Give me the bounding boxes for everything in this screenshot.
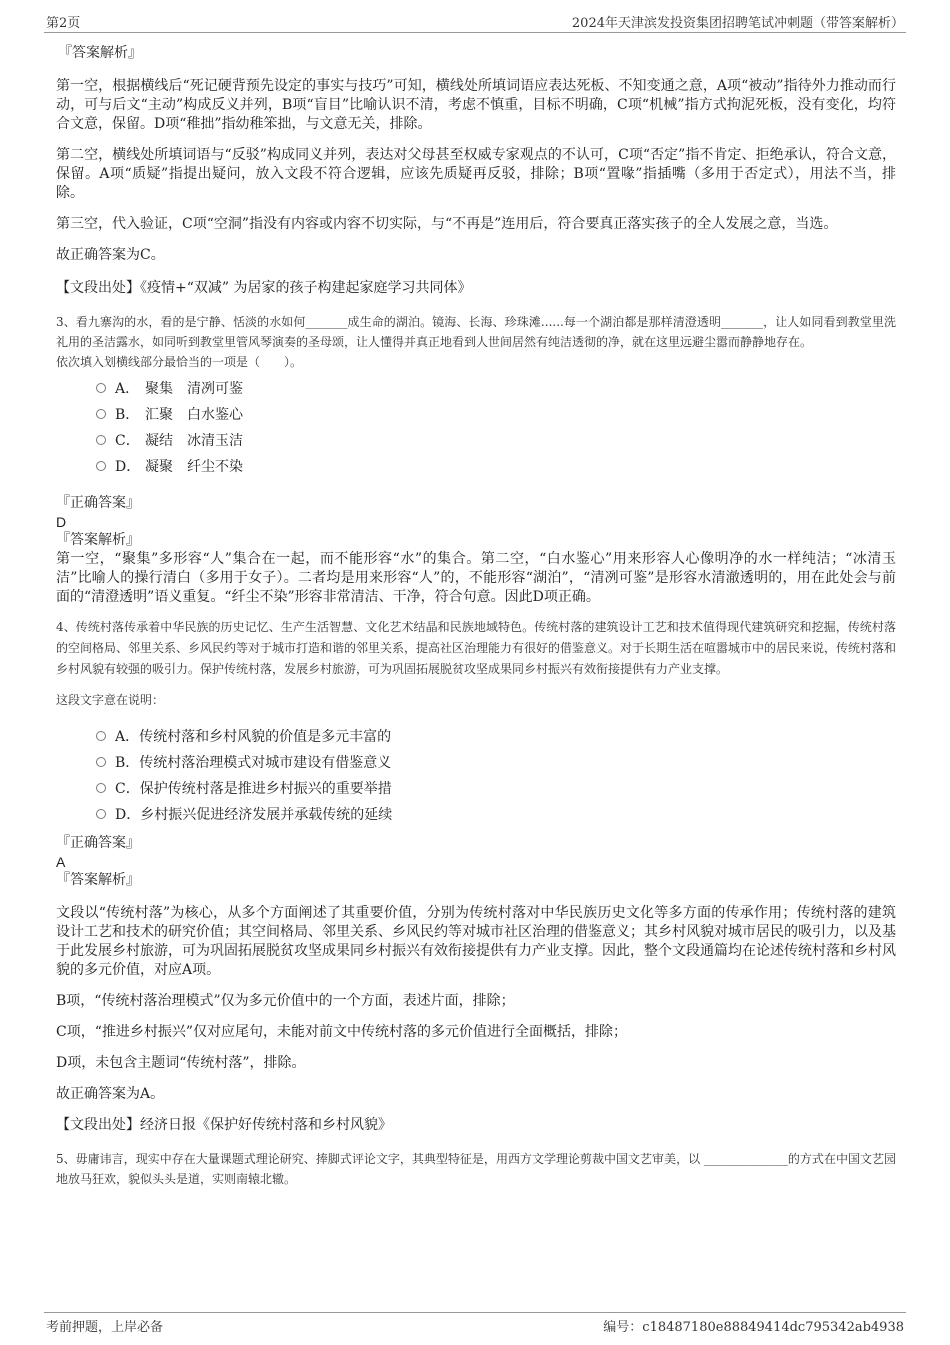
radio-icon[interactable] [96, 409, 106, 419]
q3-analysis-label: 『答案解析』 [56, 532, 140, 548]
q4-analysis-para-2: B项，“传统村落治理模式”仅为多元价值中的一个方面，表述片面，排除； [56, 993, 515, 1009]
q2-conclusion: 故正确答案为C。 [56, 247, 165, 263]
q4-stem: 4、传统村落传承着中华民族的历史记忆、生产生活智慧、文化艺术结晶和民族地域特色。传统村落的建筑设计工艺和技术值得现代建筑研究和挖掘，传统村落的空间格局、邻里关系、乡风民约等对于城市打造和谐的邻里关系，提高社区治理能力有很好的借鉴意义。对于长期生活在喧嚣城市中的居民来说，传统村落和乡村风貌有较强的吸引力。保护传统村落，发展乡村旅游，可为巩固拓展脱贫攻坚成果同乡村振兴有效衔接提供有力产业支撑。 [56, 620, 897, 676]
q3-analysis: 第一空，“聚集”多形容“人”集合在一起，而不能形容“水”的集合。第二空，“白水鉴心”用来形容人心像明净的水一样纯洁；“冰清玉洁”比喻人的操行清白（多用于女子）。二者均是用来形容“人”的，不能形容“湖泊”，“清冽可鉴”是形容水清澈透明的，用在此处会与前面的“清澄透明”语义重复。“纤尘不染”形容非常清洁、干净，符合句意。因此D项正确。 [56, 551, 896, 605]
q4-conclusion: 故正确答案为A。 [56, 1086, 165, 1102]
q3-answer: D [56, 514, 67, 530]
page-number: 第2页 [46, 16, 81, 31]
q4-option-b[interactable]: B．传统村落治理模式对城市建设有借鉴意义 [96, 750, 896, 776]
q2-analysis-label: 『答案解析』 [58, 45, 142, 61]
q4-analysis-para-3: C项，“推进乡村振兴”仅对应尾句，未能对前文中传统村落的多元价值进行全面概括，排除； [56, 1024, 628, 1040]
radio-icon[interactable] [96, 435, 106, 445]
footer-slogan: 考前押题，上岸必备 [46, 1320, 164, 1335]
q4-option-a[interactable]: A．传统村落和乡村风貌的价值是多元丰富的 [96, 724, 896, 750]
q4-analysis-para-4: D项，未包含主题词“传统村落”，排除。 [56, 1055, 306, 1071]
q3-prompt: 依次填入划横线部分最恰当的一项是（ ）。 [56, 355, 303, 369]
document-title: 2024年天津滨发投资集团招聘笔试冲刺题（带答案解析） [571, 16, 904, 31]
q3-stem: 3、看九寨沟的水，看的是宁静、恬淡的水如何_______成生命的湖泊。镜海、长海、珍珠滩......每一个湖泊都是那样清澄透明_______，让人如同看到教堂里洗礼用的圣洁露水，如同听到教堂里管风琴演奏的圣母颂，让人懂得并真正地看到人世间居然有纯洁透彻的净，就在这里远避尘嚣而静静地存在。 [56, 315, 896, 349]
radio-icon[interactable] [96, 783, 106, 793]
q2-analysis-para-3: 第三空，代入验证，C项“空洞”指没有内容或内容不切实际，与“不再是”连用后，符合要真正落实孩子的全人发展之意，当选。 [56, 216, 838, 232]
q4-prompt: 这段文字意在说明： [56, 693, 165, 707]
q2-analysis-para-1: 第一空，根据横线后“死记硬背预先设定的事实与技巧”可知，横线处所填词语应表达死板、不知变通之意，A项“被动”指待外力推动而行动，可与后文“主动”构成反义并列，B项“盲目”比喻认识不清，考虑不慎重，目标不明确，C项“机械”指方式拘泥死板，没有变化，均符合文意，保留。D项“稚拙”指幼稚笨拙，与文意无关，排除。 [56, 78, 896, 132]
radio-icon[interactable] [96, 383, 106, 393]
q4-options [96, 724, 896, 828]
page-content [56, 44, 896, 1189]
q3-option-b[interactable]: B． 汇聚 白水鉴心 [96, 402, 896, 428]
q4-option-d[interactable]: D．乡村振兴促进经济发展并承载传统的延续 [96, 802, 896, 828]
q4-answer: A [56, 854, 66, 870]
q3-option-c[interactable]: C． 凝结 冰清玉洁 [96, 428, 896, 454]
q4-analysis-para-1: 文段以“传统村落”为核心，从多个方面阐述了其重要价值，分别为传统村落对中华民族历史文化等多方面的传承作用；传统村落的建筑设计工艺和技术的研究价值；其空间格局、邻里关系、乡风民约等对城市社区治理的借鉴意义；其乡村风貌对城市居民的吸引力，以及基于此发展乡村旅游，可为巩固拓展脱贫攻坚成果同乡村振兴有效衔接提供有力产业支撑。因此，整个文段通篇均在论述传统村落和乡村风貌的多元价值，对应A项。 [56, 905, 896, 978]
q4-analysis-label: 『答案解析』 [56, 872, 140, 888]
q3-option-a[interactable]: A． 聚集 清冽可鉴 [96, 376, 896, 402]
q4-answer-label: 『正确答案』 [56, 835, 140, 851]
radio-icon[interactable] [96, 731, 106, 741]
document-id: 编号：c18487180e88849414dc795342ab4938 [603, 1320, 904, 1335]
radio-icon[interactable] [96, 809, 106, 819]
radio-icon[interactable] [96, 461, 106, 471]
page-footer [44, 1312, 906, 1335]
q4-source: 【文段出处】经济日报《保护好传统村落和乡村风貌》 [56, 1117, 392, 1133]
q2-source: 【文段出处】《疫情+“双减” 为居家的孩子构建起家庭学习共同体》 [56, 280, 472, 296]
q5-stem: 5、毋庸讳言，现实中存在大量课题式理论研究、捧脚式评论文字，其典型特征是，用西方文学理论剪裁中国文艺审美，以 ______________的方式在中国文艺园地放马狂欢，貌似头头是道，实则南辕北辙。 [56, 1152, 896, 1186]
page-header [44, 10, 906, 33]
q2-analysis-para-2: 第二空，横线处所填词语与“反驳”构成同义并列，表达对父母甚至权威专家观点的不认可，C项“否定”指不肯定、拒绝承认，符合文意，保留。A项“质疑”指提出疑问，放入文段不符合逻辑，应该先质疑再反驳，排除；B项“置喙”指插嘴（多用于否定式），用法不当，排除。 [56, 147, 896, 201]
q3-answer-label: 『正确答案』 [56, 495, 140, 511]
radio-icon[interactable] [96, 757, 106, 767]
q4-option-c[interactable]: C．保护传统村落是推进乡村振兴的重要举措 [96, 776, 896, 802]
q3-options [96, 376, 896, 480]
q3-option-d[interactable]: D． 凝聚 纤尘不染 [96, 454, 896, 480]
